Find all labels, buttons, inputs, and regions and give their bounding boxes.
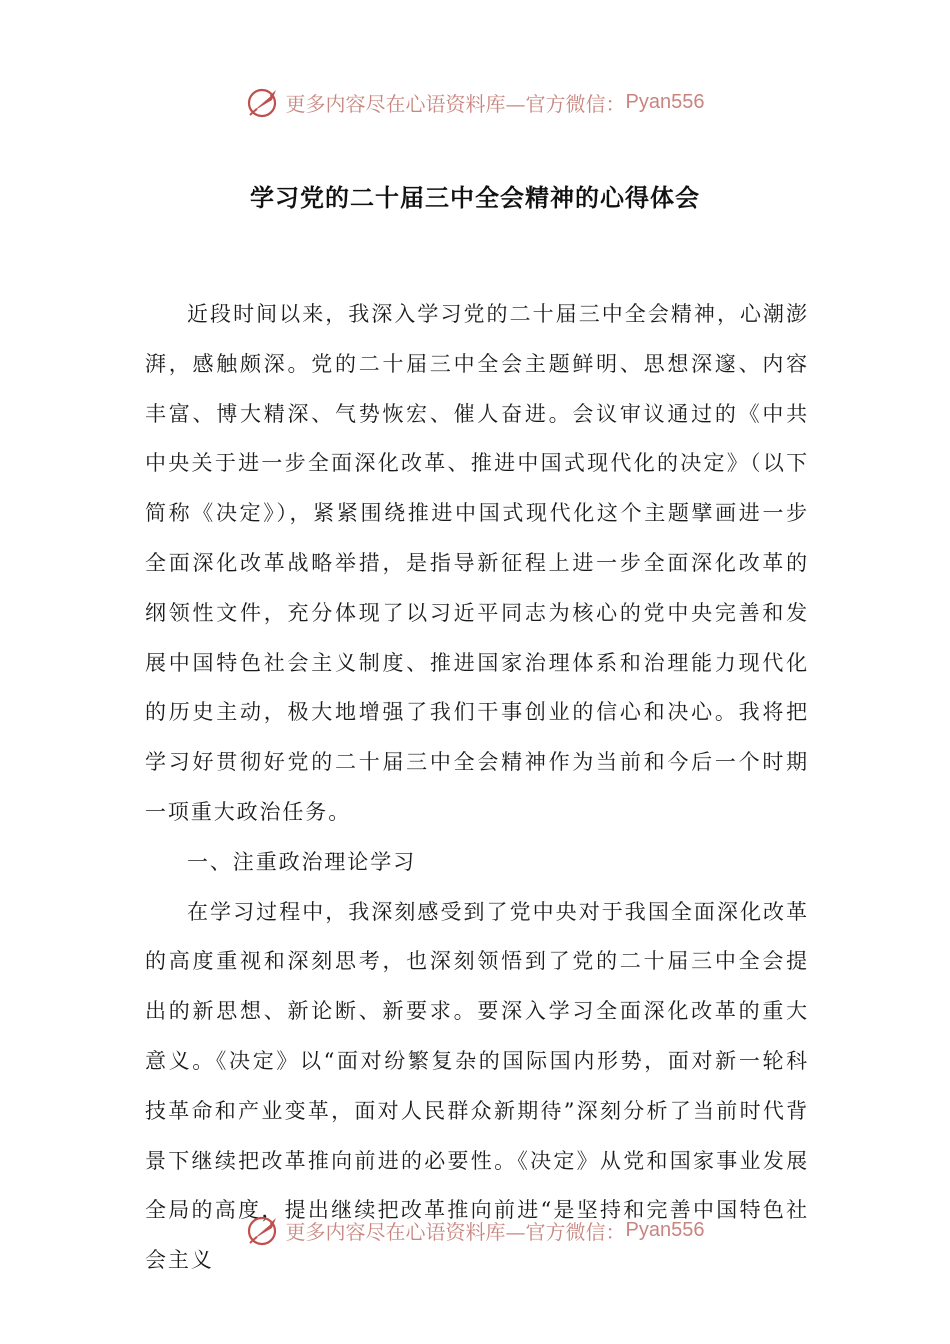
header-banner-wechat-id: Pyan556 <box>625 90 705 113</box>
footer-banner <box>0 1208 950 1252</box>
header-banner-text: 更多内容尽在心语资料库—官方微信： <box>285 91 626 116</box>
quill-logo-icon <box>246 1212 282 1248</box>
header-banner <box>0 80 950 124</box>
paragraph-intro: 近段时间以来，我深入学习党的二十届三中全会精神，心潮澎湃，感触颇深。党的二十届三中全会主题鲜明、思想深邃、内容丰富、博大精深、气势恢宏、催人奋进。会议审议通过的《中共中央关于进一步全面深化改革、推进中国式现代化的决定》（以下简称《决定》），紧紧围绕推进中国式现代化这个主题擘画进一步全面深化改革战略举措，是指导新征程上进一步全面深化改革的纲领性文件，充分体现了以习近平同志为核心的党中央完善和发展中国特色社会主义制度、推进国家治理体系和治理能力现代化的历史主动，极大地增强了我们干事创业的信心和决心。我将把学习好贯彻好党的二十届三中全会精神作为当前和今后一个时期一项重大政治任务。 <box>145 302 809 824</box>
document-title: 学习党的二十届三中全会精神的心得体会 <box>250 184 700 212</box>
footer-banner-text: 更多内容尽在心语资料库—官方微信： <box>285 1219 626 1244</box>
section-heading: 一、注重政治理论学习 <box>187 849 416 874</box>
footer-banner-wechat-id: Pyan556 <box>625 1218 705 1241</box>
quill-logo-icon <box>246 84 282 120</box>
paragraph-section-1: 在学习过程中，我深刻感受到了党中央对于我国全面深化改革的高度重视和深刻思考，也深刻领悟到了党的二十届三中全会提出的新思想、新论断、新要求。要深入学习全面深化改革的重大意义。《决定》以“面对纷繁复杂的国际国内形势，面对新一轮科技革命和产业变革，面对人民群众新期待”深刻分析了当前时代背景下继续把改革推向前进的必要性。《决定》从党和国家事业发展全局的高度，提出继续把改革推向前进“是坚持和完善中国特色社会主义 <box>145 899 809 1273</box>
document-body <box>145 290 809 1286</box>
